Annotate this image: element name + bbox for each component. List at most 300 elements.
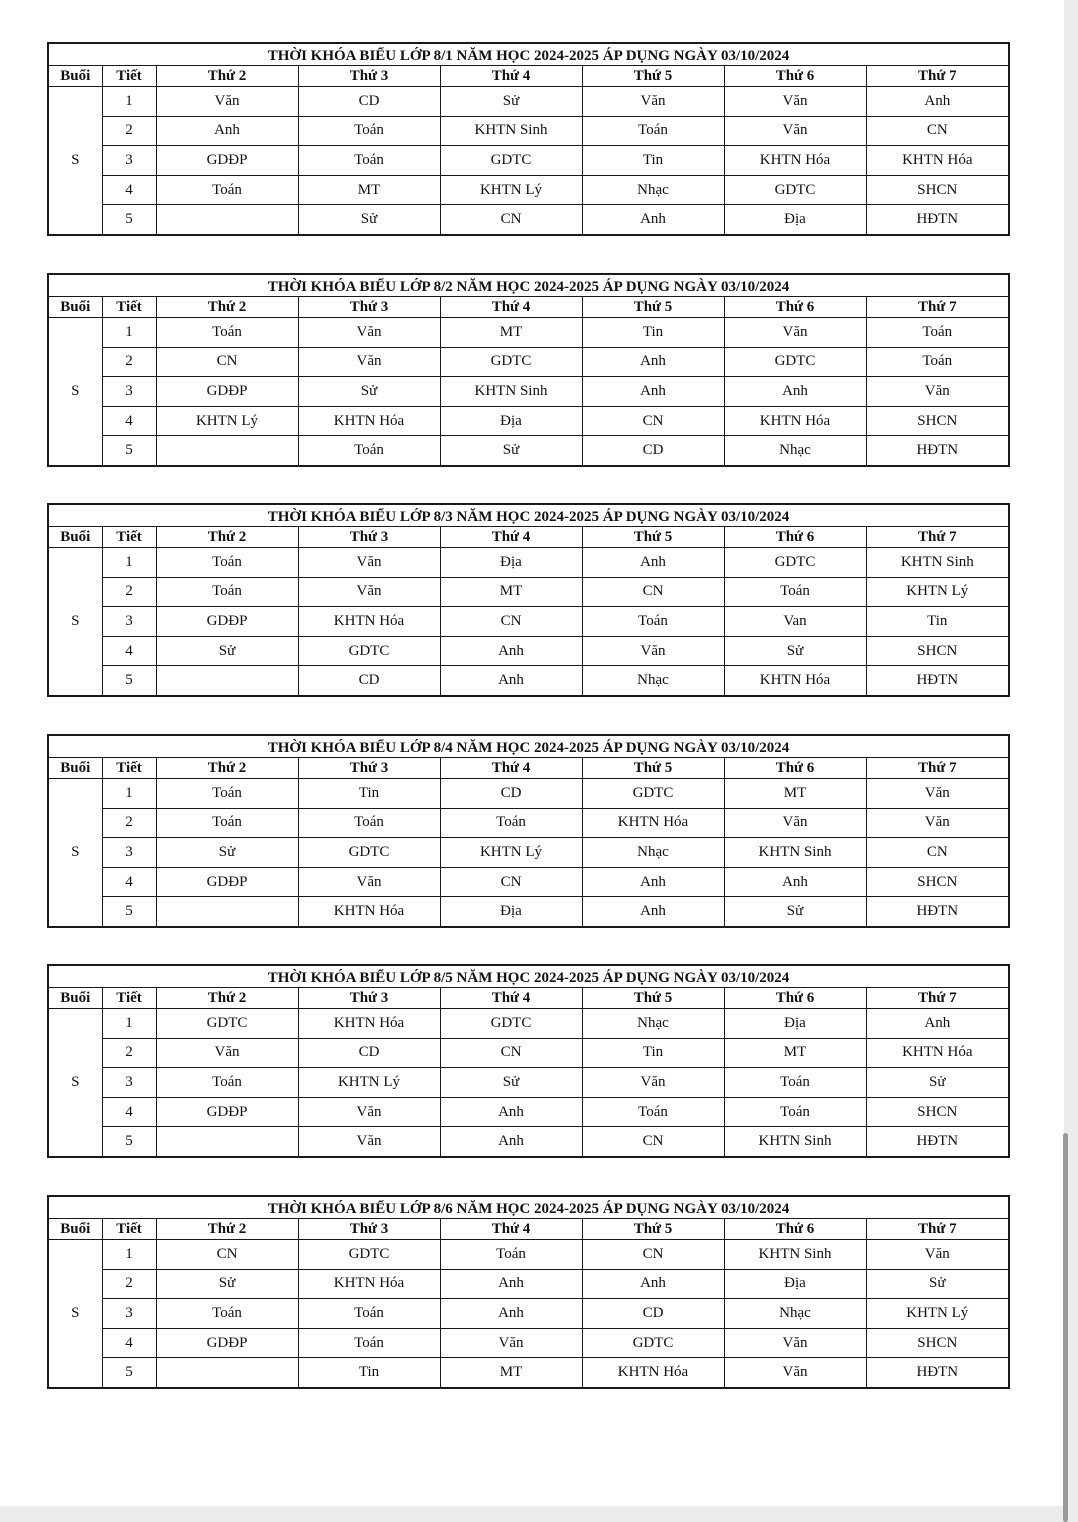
table-row <box>48 1097 1009 1127</box>
subject-cell: KHTN Sinh <box>440 116 582 146</box>
subject-cell: Văn <box>156 1038 298 1068</box>
header-buoi: Buổi <box>48 758 102 779</box>
header-tiet: Tiết <box>102 297 156 318</box>
subject-cell: Toán <box>724 1068 866 1098</box>
period-cell: 5 <box>102 666 156 696</box>
subject-cell: KHTN Hóa <box>298 406 440 436</box>
subject-cell: SHCN <box>866 867 1009 897</box>
subject-cell: Sử <box>724 636 866 666</box>
session-cell: S <box>48 779 102 927</box>
timetable-title: THỜI KHÓA BIỂU LỚP 8/6 NĂM HỌC 2024-2025 ÁP DỤNG NGÀY 03/10/2024 <box>48 1196 1009 1219</box>
header-day: Thứ 7 <box>866 297 1009 318</box>
subject-cell: CD <box>582 1299 724 1329</box>
subject-cell: Sử <box>440 436 582 466</box>
period-cell: 2 <box>102 1038 156 1068</box>
subject-cell: Sử <box>440 87 582 117</box>
subject-cell: KHTN Hóa <box>866 1038 1009 1068</box>
subject-cell: Sử <box>866 1068 1009 1098</box>
period-cell: 2 <box>102 577 156 607</box>
subject-cell: Văn <box>724 808 866 838</box>
subject-cell: Văn <box>724 318 866 348</box>
subject-cell: GDTC <box>156 1009 298 1039</box>
subject-cell: GDTC <box>298 838 440 868</box>
header-day: Thứ 5 <box>582 297 724 318</box>
period-cell: 5 <box>102 436 156 466</box>
subject-cell: Tin <box>582 318 724 348</box>
subject-cell: Nhạc <box>582 175 724 205</box>
subject-cell: Văn <box>298 1097 440 1127</box>
header-day: Thứ 7 <box>866 66 1009 87</box>
subject-cell: GDTC <box>298 1240 440 1270</box>
header-buoi: Buổi <box>48 297 102 318</box>
subject-cell: KHTN Lý <box>440 175 582 205</box>
subject-cell: GDTC <box>582 1328 724 1358</box>
subject-cell: CD <box>298 87 440 117</box>
timetable-block <box>47 273 1008 467</box>
header-day: Thứ 6 <box>724 988 866 1009</box>
subject-cell: Toán <box>866 318 1009 348</box>
table-row <box>48 1038 1009 1068</box>
subject-cell: Anh <box>582 205 724 235</box>
subject-cell: Địa <box>724 1269 866 1299</box>
subject-cell <box>156 666 298 696</box>
table-row <box>48 205 1009 235</box>
subject-cell: HĐTN <box>866 205 1009 235</box>
session-cell: S <box>48 87 102 235</box>
table-row <box>48 1328 1009 1358</box>
header-day: Thứ 3 <box>298 988 440 1009</box>
period-cell: 1 <box>102 1009 156 1039</box>
period-cell: 1 <box>102 1240 156 1270</box>
subject-cell: CD <box>440 779 582 809</box>
header-day: Thứ 5 <box>582 988 724 1009</box>
subject-cell: Anh <box>582 377 724 407</box>
subject-cell: KHTN Hóa <box>582 1358 724 1388</box>
subject-cell: SHCN <box>866 175 1009 205</box>
header-day: Thứ 4 <box>440 988 582 1009</box>
session-cell: S <box>48 1240 102 1388</box>
period-cell: 3 <box>102 1068 156 1098</box>
timetable-title: THỜI KHÓA BIỂU LỚP 8/1 NĂM HỌC 2024-2025 ÁP DỤNG NGÀY 03/10/2024 <box>48 43 1009 66</box>
subject-cell: HĐTN <box>866 897 1009 927</box>
table-row <box>48 1068 1009 1098</box>
subject-cell: KHTN Hóa <box>298 897 440 927</box>
header-day: Thứ 5 <box>582 1219 724 1240</box>
subject-cell: Van <box>724 607 866 637</box>
subject-cell: KHTN Lý <box>866 577 1009 607</box>
subject-cell: SHCN <box>866 636 1009 666</box>
period-cell: 3 <box>102 146 156 176</box>
period-cell: 4 <box>102 636 156 666</box>
subject-cell: Sử <box>156 1269 298 1299</box>
subject-cell: MT <box>440 1358 582 1388</box>
subject-cell: GDTC <box>582 779 724 809</box>
subject-cell: Tin <box>582 146 724 176</box>
header-day: Thứ 2 <box>156 527 298 548</box>
subject-cell: Địa <box>440 406 582 436</box>
timetable-table <box>47 503 1010 697</box>
subject-cell: Văn <box>156 87 298 117</box>
subject-cell: GDTC <box>440 1009 582 1039</box>
subject-cell: Địa <box>440 897 582 927</box>
header-day: Thứ 4 <box>440 66 582 87</box>
subject-cell: KHTN Hóa <box>298 607 440 637</box>
subject-cell: Nhạc <box>582 1009 724 1039</box>
subject-cell: MT <box>724 1038 866 1068</box>
subject-cell: MT <box>440 318 582 348</box>
table-row <box>48 607 1009 637</box>
subject-cell: KHTN Lý <box>298 1068 440 1098</box>
table-row <box>48 116 1009 146</box>
subject-cell: CN <box>440 205 582 235</box>
period-cell: 4 <box>102 1328 156 1358</box>
period-cell: 3 <box>102 1299 156 1329</box>
subject-cell: Văn <box>440 1328 582 1358</box>
subject-cell: Toán <box>582 116 724 146</box>
subject-cell: CN <box>582 1240 724 1270</box>
subject-cell: MT <box>724 779 866 809</box>
header-tiet: Tiết <box>102 1219 156 1240</box>
subject-cell: SHCN <box>866 1097 1009 1127</box>
subject-cell: Văn <box>298 347 440 377</box>
subject-cell: MT <box>298 175 440 205</box>
header-day: Thứ 3 <box>298 66 440 87</box>
subject-cell: GDĐP <box>156 377 298 407</box>
header-day: Thứ 3 <box>298 297 440 318</box>
subject-cell: CN <box>582 577 724 607</box>
subject-cell: KHTN Sinh <box>724 1240 866 1270</box>
subject-cell: HĐTN <box>866 436 1009 466</box>
subject-cell: Toán <box>440 1240 582 1270</box>
subject-cell: Văn <box>724 1358 866 1388</box>
subject-cell: Văn <box>866 377 1009 407</box>
header-tiet: Tiết <box>102 988 156 1009</box>
subject-cell: Toán <box>866 347 1009 377</box>
subject-cell: Anh <box>440 1097 582 1127</box>
period-cell: 2 <box>102 116 156 146</box>
header-day: Thứ 6 <box>724 758 866 779</box>
subject-cell: Sử <box>156 838 298 868</box>
subject-cell: CN <box>582 1127 724 1157</box>
subject-cell: Văn <box>724 116 866 146</box>
subject-cell: Anh <box>440 1127 582 1157</box>
header-day: Thứ 4 <box>440 297 582 318</box>
header-day: Thứ 3 <box>298 758 440 779</box>
subject-cell: HĐTN <box>866 1127 1009 1157</box>
table-row <box>48 1009 1009 1039</box>
subject-cell: Anh <box>724 867 866 897</box>
table-row <box>48 1299 1009 1329</box>
subject-cell: Sử <box>724 897 866 927</box>
subject-cell: CD <box>298 1038 440 1068</box>
period-cell: 5 <box>102 1358 156 1388</box>
table-row <box>48 377 1009 407</box>
header-buoi: Buổi <box>48 1219 102 1240</box>
subject-cell: Toán <box>440 808 582 838</box>
subject-cell: Văn <box>582 1068 724 1098</box>
table-row <box>48 666 1009 696</box>
subject-cell: CN <box>156 347 298 377</box>
subject-cell: Sử <box>156 636 298 666</box>
subject-cell <box>156 1358 298 1388</box>
period-cell: 3 <box>102 838 156 868</box>
timetable-table <box>47 964 1010 1158</box>
header-day: Thứ 2 <box>156 1219 298 1240</box>
header-day: Thứ 4 <box>440 758 582 779</box>
subject-cell: GDTC <box>724 548 866 578</box>
timetable-block <box>47 1195 1008 1389</box>
subject-cell <box>156 436 298 466</box>
subject-cell: GDĐP <box>156 1097 298 1127</box>
table-row <box>48 347 1009 377</box>
subject-cell: KHTN Hóa <box>298 1009 440 1039</box>
table-row <box>48 436 1009 466</box>
header-day: Thứ 5 <box>582 527 724 548</box>
subject-cell: Toán <box>724 577 866 607</box>
period-cell: 1 <box>102 548 156 578</box>
header-day: Thứ 3 <box>298 1219 440 1240</box>
header-buoi: Buổi <box>48 988 102 1009</box>
period-cell: 5 <box>102 205 156 235</box>
table-row <box>48 1358 1009 1388</box>
timetable-table <box>47 42 1010 236</box>
header-day: Thứ 7 <box>866 527 1009 548</box>
header-day: Thứ 2 <box>156 297 298 318</box>
subject-cell: Anh <box>156 116 298 146</box>
session-cell: S <box>48 318 102 466</box>
header-day: Thứ 5 <box>582 66 724 87</box>
subject-cell: Toán <box>298 1299 440 1329</box>
header-day: Thứ 7 <box>866 1219 1009 1240</box>
session-cell: S <box>48 548 102 696</box>
timetable-table <box>47 273 1010 467</box>
period-cell: 3 <box>102 377 156 407</box>
subject-cell: KHTN Hóa <box>866 146 1009 176</box>
subject-cell: CN <box>440 607 582 637</box>
table-row <box>48 87 1009 117</box>
header-day: Thứ 2 <box>156 988 298 1009</box>
subject-cell: Sử <box>298 205 440 235</box>
subject-cell: GDĐP <box>156 867 298 897</box>
header-buoi: Buổi <box>48 66 102 87</box>
period-cell: 4 <box>102 1097 156 1127</box>
subject-cell: SHCN <box>866 1328 1009 1358</box>
header-day: Thứ 3 <box>298 527 440 548</box>
subject-cell: CN <box>582 406 724 436</box>
subject-cell: KHTN Sinh <box>724 838 866 868</box>
subject-cell: Toán <box>298 436 440 466</box>
period-cell: 5 <box>102 897 156 927</box>
subject-cell: Toán <box>724 1097 866 1127</box>
subject-cell: GDĐP <box>156 607 298 637</box>
timetable-title: THỜI KHÓA BIỂU LỚP 8/5 NĂM HỌC 2024-2025 ÁP DỤNG NGÀY 03/10/2024 <box>48 965 1009 988</box>
header-day: Thứ 6 <box>724 297 866 318</box>
subject-cell: Sử <box>866 1269 1009 1299</box>
subject-cell: Toán <box>298 146 440 176</box>
subject-cell: Toán <box>156 548 298 578</box>
subject-cell: Toán <box>156 808 298 838</box>
timetable-block <box>47 734 1008 928</box>
header-tiet: Tiết <box>102 758 156 779</box>
subject-cell: GDTC <box>440 347 582 377</box>
subject-cell: Toán <box>156 318 298 348</box>
subject-cell: KHTN Hóa <box>724 406 866 436</box>
timetable-block <box>47 42 1008 236</box>
period-cell: 4 <box>102 406 156 436</box>
subject-cell: Địa <box>724 1009 866 1039</box>
subject-cell: Văn <box>298 867 440 897</box>
header-buoi: Buổi <box>48 527 102 548</box>
header-day: Thứ 2 <box>156 758 298 779</box>
header-tiet: Tiết <box>102 527 156 548</box>
subject-cell: Nhạc <box>724 436 866 466</box>
subject-cell: Tin <box>866 607 1009 637</box>
subject-cell: Toán <box>156 779 298 809</box>
table-row <box>48 318 1009 348</box>
table-row <box>48 636 1009 666</box>
subject-cell: Văn <box>866 779 1009 809</box>
table-row <box>48 1240 1009 1270</box>
subject-cell: Toán <box>156 175 298 205</box>
subject-cell: Địa <box>724 205 866 235</box>
subject-cell: Tin <box>582 1038 724 1068</box>
header-day: Thứ 4 <box>440 1219 582 1240</box>
period-cell: 4 <box>102 867 156 897</box>
subject-cell: Văn <box>298 1127 440 1157</box>
subject-cell: KHTN Lý <box>156 406 298 436</box>
period-cell: 2 <box>102 347 156 377</box>
header-day: Thứ 6 <box>724 66 866 87</box>
subject-cell: Anh <box>440 1269 582 1299</box>
subject-cell: Văn <box>298 577 440 607</box>
subject-cell: Nhạc <box>582 666 724 696</box>
table-row <box>48 779 1009 809</box>
subject-cell: HĐTN <box>866 1358 1009 1388</box>
subject-cell: CD <box>582 436 724 466</box>
subject-cell: Toán <box>298 808 440 838</box>
period-cell: 4 <box>102 175 156 205</box>
table-row <box>48 548 1009 578</box>
subject-cell: GDĐP <box>156 146 298 176</box>
timetable-block <box>47 964 1008 1158</box>
subject-cell: KHTN Hóa <box>724 666 866 696</box>
subject-cell: Địa <box>440 548 582 578</box>
subject-cell: CD <box>298 666 440 696</box>
subject-cell: HĐTN <box>866 666 1009 696</box>
timetable-block <box>47 503 1008 697</box>
header-day: Thứ 6 <box>724 1219 866 1240</box>
table-row <box>48 808 1009 838</box>
subject-cell: Anh <box>440 1299 582 1329</box>
subject-cell: GDTC <box>298 636 440 666</box>
subject-cell: Toán <box>582 1097 724 1127</box>
subject-cell: Anh <box>582 347 724 377</box>
subject-cell: Anh <box>724 377 866 407</box>
subject-cell: Anh <box>440 636 582 666</box>
subject-cell: KHTN Sinh <box>866 548 1009 578</box>
period-cell: 2 <box>102 808 156 838</box>
subject-cell: Sử <box>298 377 440 407</box>
timetable-title: THỜI KHÓA BIỂU LỚP 8/4 NĂM HỌC 2024-2025 ÁP DỤNG NGÀY 03/10/2024 <box>48 735 1009 758</box>
subject-cell: Anh <box>866 1009 1009 1039</box>
subject-cell: GDTC <box>724 347 866 377</box>
subject-cell: CN <box>440 1038 582 1068</box>
subject-cell: Nhạc <box>724 1299 866 1329</box>
subject-cell: CN <box>866 116 1009 146</box>
header-day: Thứ 2 <box>156 66 298 87</box>
table-row <box>48 577 1009 607</box>
subject-cell: Anh <box>582 897 724 927</box>
subject-cell: GDTC <box>724 175 866 205</box>
session-cell: S <box>48 1009 102 1157</box>
subject-cell: Toán <box>156 577 298 607</box>
subject-cell <box>156 205 298 235</box>
subject-cell: Anh <box>866 87 1009 117</box>
subject-cell: KHTN Sinh <box>440 377 582 407</box>
subject-cell: Văn <box>298 318 440 348</box>
vertical-scrollbar[interactable] <box>1063 1133 1068 1522</box>
subject-cell: KHTN Hóa <box>298 1269 440 1299</box>
subject-cell: Văn <box>582 636 724 666</box>
subject-cell: Toán <box>582 607 724 637</box>
subject-cell: Anh <box>582 548 724 578</box>
timetable-title: THỜI KHÓA BIỂU LỚP 8/2 NĂM HỌC 2024-2025 ÁP DỤNG NGÀY 03/10/2024 <box>48 274 1009 297</box>
subject-cell: Tin <box>298 779 440 809</box>
subject-cell: MT <box>440 577 582 607</box>
header-day: Thứ 7 <box>866 988 1009 1009</box>
subject-cell: Toán <box>156 1068 298 1098</box>
subject-cell: Nhạc <box>582 838 724 868</box>
subject-cell: GDĐP <box>156 1328 298 1358</box>
subject-cell: Tin <box>298 1358 440 1388</box>
subject-cell: CN <box>156 1240 298 1270</box>
subject-cell: Anh <box>582 1269 724 1299</box>
table-row <box>48 406 1009 436</box>
subject-cell: CN <box>866 838 1009 868</box>
subject-cell: Văn <box>866 808 1009 838</box>
table-row <box>48 867 1009 897</box>
subject-cell: Anh <box>582 867 724 897</box>
table-row <box>48 1269 1009 1299</box>
subject-cell: Văn <box>582 87 724 117</box>
header-day: Thứ 6 <box>724 527 866 548</box>
subject-cell: Toán <box>298 116 440 146</box>
subject-cell: Anh <box>440 666 582 696</box>
table-row <box>48 1127 1009 1157</box>
subject-cell: SHCN <box>866 406 1009 436</box>
subject-cell: GDTC <box>440 146 582 176</box>
table-row <box>48 175 1009 205</box>
subject-cell: Văn <box>298 548 440 578</box>
timetable-title: THỜI KHÓA BIỂU LỚP 8/3 NĂM HỌC 2024-2025 ÁP DỤNG NGÀY 03/10/2024 <box>48 504 1009 527</box>
subject-cell <box>156 897 298 927</box>
header-tiet: Tiết <box>102 66 156 87</box>
subject-cell: Văn <box>724 87 866 117</box>
subject-cell: Toán <box>156 1299 298 1329</box>
period-cell: 1 <box>102 318 156 348</box>
subject-cell: Sử <box>440 1068 582 1098</box>
subject-cell: KHTN Hóa <box>582 808 724 838</box>
subject-cell: KHTN Hóa <box>724 146 866 176</box>
period-cell: 1 <box>102 87 156 117</box>
period-cell: 2 <box>102 1269 156 1299</box>
timetable-table <box>47 734 1010 928</box>
subject-cell: KHTN Lý <box>440 838 582 868</box>
subject-cell: Văn <box>724 1328 866 1358</box>
subject-cell <box>156 1127 298 1157</box>
timetable-table <box>47 1195 1010 1389</box>
header-day: Thứ 5 <box>582 758 724 779</box>
